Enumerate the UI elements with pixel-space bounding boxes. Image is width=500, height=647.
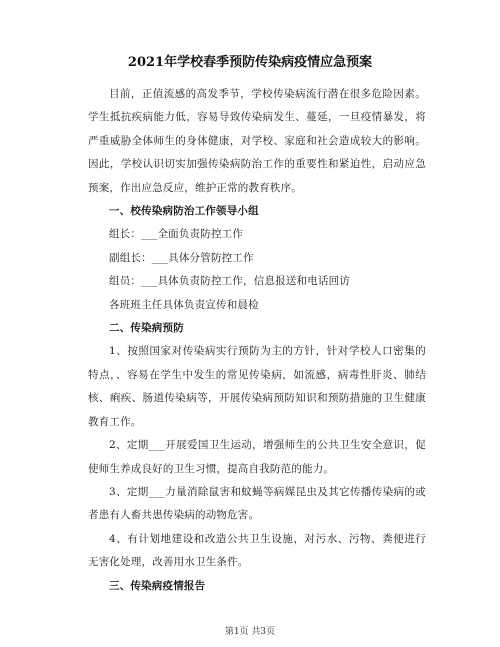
intro-paragraph: 目前，正值流感的高发季节，学校传染病流行潜在很多危险因素。学生抵抗疾病能力低，容易导致传染病发生、蔓延，一旦疫情暴发，将严重威胁全体师生的身体健康，对学校、家庭和社会造成较大的影响。因此，学校认识切实加强传染病防治工作的重要性和紧迫性，启动应急预案，作出应急反应，维护正常的教育秩序。 <box>88 88 426 194</box>
page-footer: 第1页 共3页 <box>224 627 276 637</box>
prevention-item-4: 4、有计划地建设和改造公共卫生设施，对污水、污物、粪便进行无害化处理，改善用水卫生条件。 <box>88 532 426 569</box>
section-heading-leadership: 一、校传染病防治工作领导小组 <box>109 205 259 218</box>
section-heading-reporting: 三、传染病疫情报告 <box>109 579 206 592</box>
prevention-item-1: 1、按照国家对传染病实行预防为主的方针，针对学校人口密集的特点，、容易在学生中发生的常见传染病，如流感，病毒性肝炎、肺结核、痢疾、肠道传染病等，开展传染病预防知识和预防措施的卫生健康教育工作。 <box>88 345 426 428</box>
class-heads-line: 各班班主任具体负责宣传和晨检 <box>109 298 259 311</box>
member-line: 组员：___具体负责防控工作，信息报送和电话回访 <box>109 275 351 288</box>
document-title: 2021年学校春季预防传染病疫情应急预案 <box>127 55 373 70</box>
document-body <box>88 83 426 598</box>
leader-line: 组长：___全面负责防控工作 <box>109 228 244 241</box>
prevention-item-3: 3、定期___力量消除鼠害和蚊蝇等病媒昆虫及其它传播传染病的或者患有人畜共患传染病的动物危害。 <box>88 485 426 522</box>
prevention-item-2: 2、定期___开展爱国卫生运动，增强师生的公共卫生安全意识，促使师生养成良好的卫生习惯，提高自我防范的能力。 <box>88 439 426 475</box>
section-heading-prevention: 二、传染病预防 <box>109 322 184 335</box>
deputy-leader-line: 副组长：___具体分管防控工作 <box>109 251 254 264</box>
